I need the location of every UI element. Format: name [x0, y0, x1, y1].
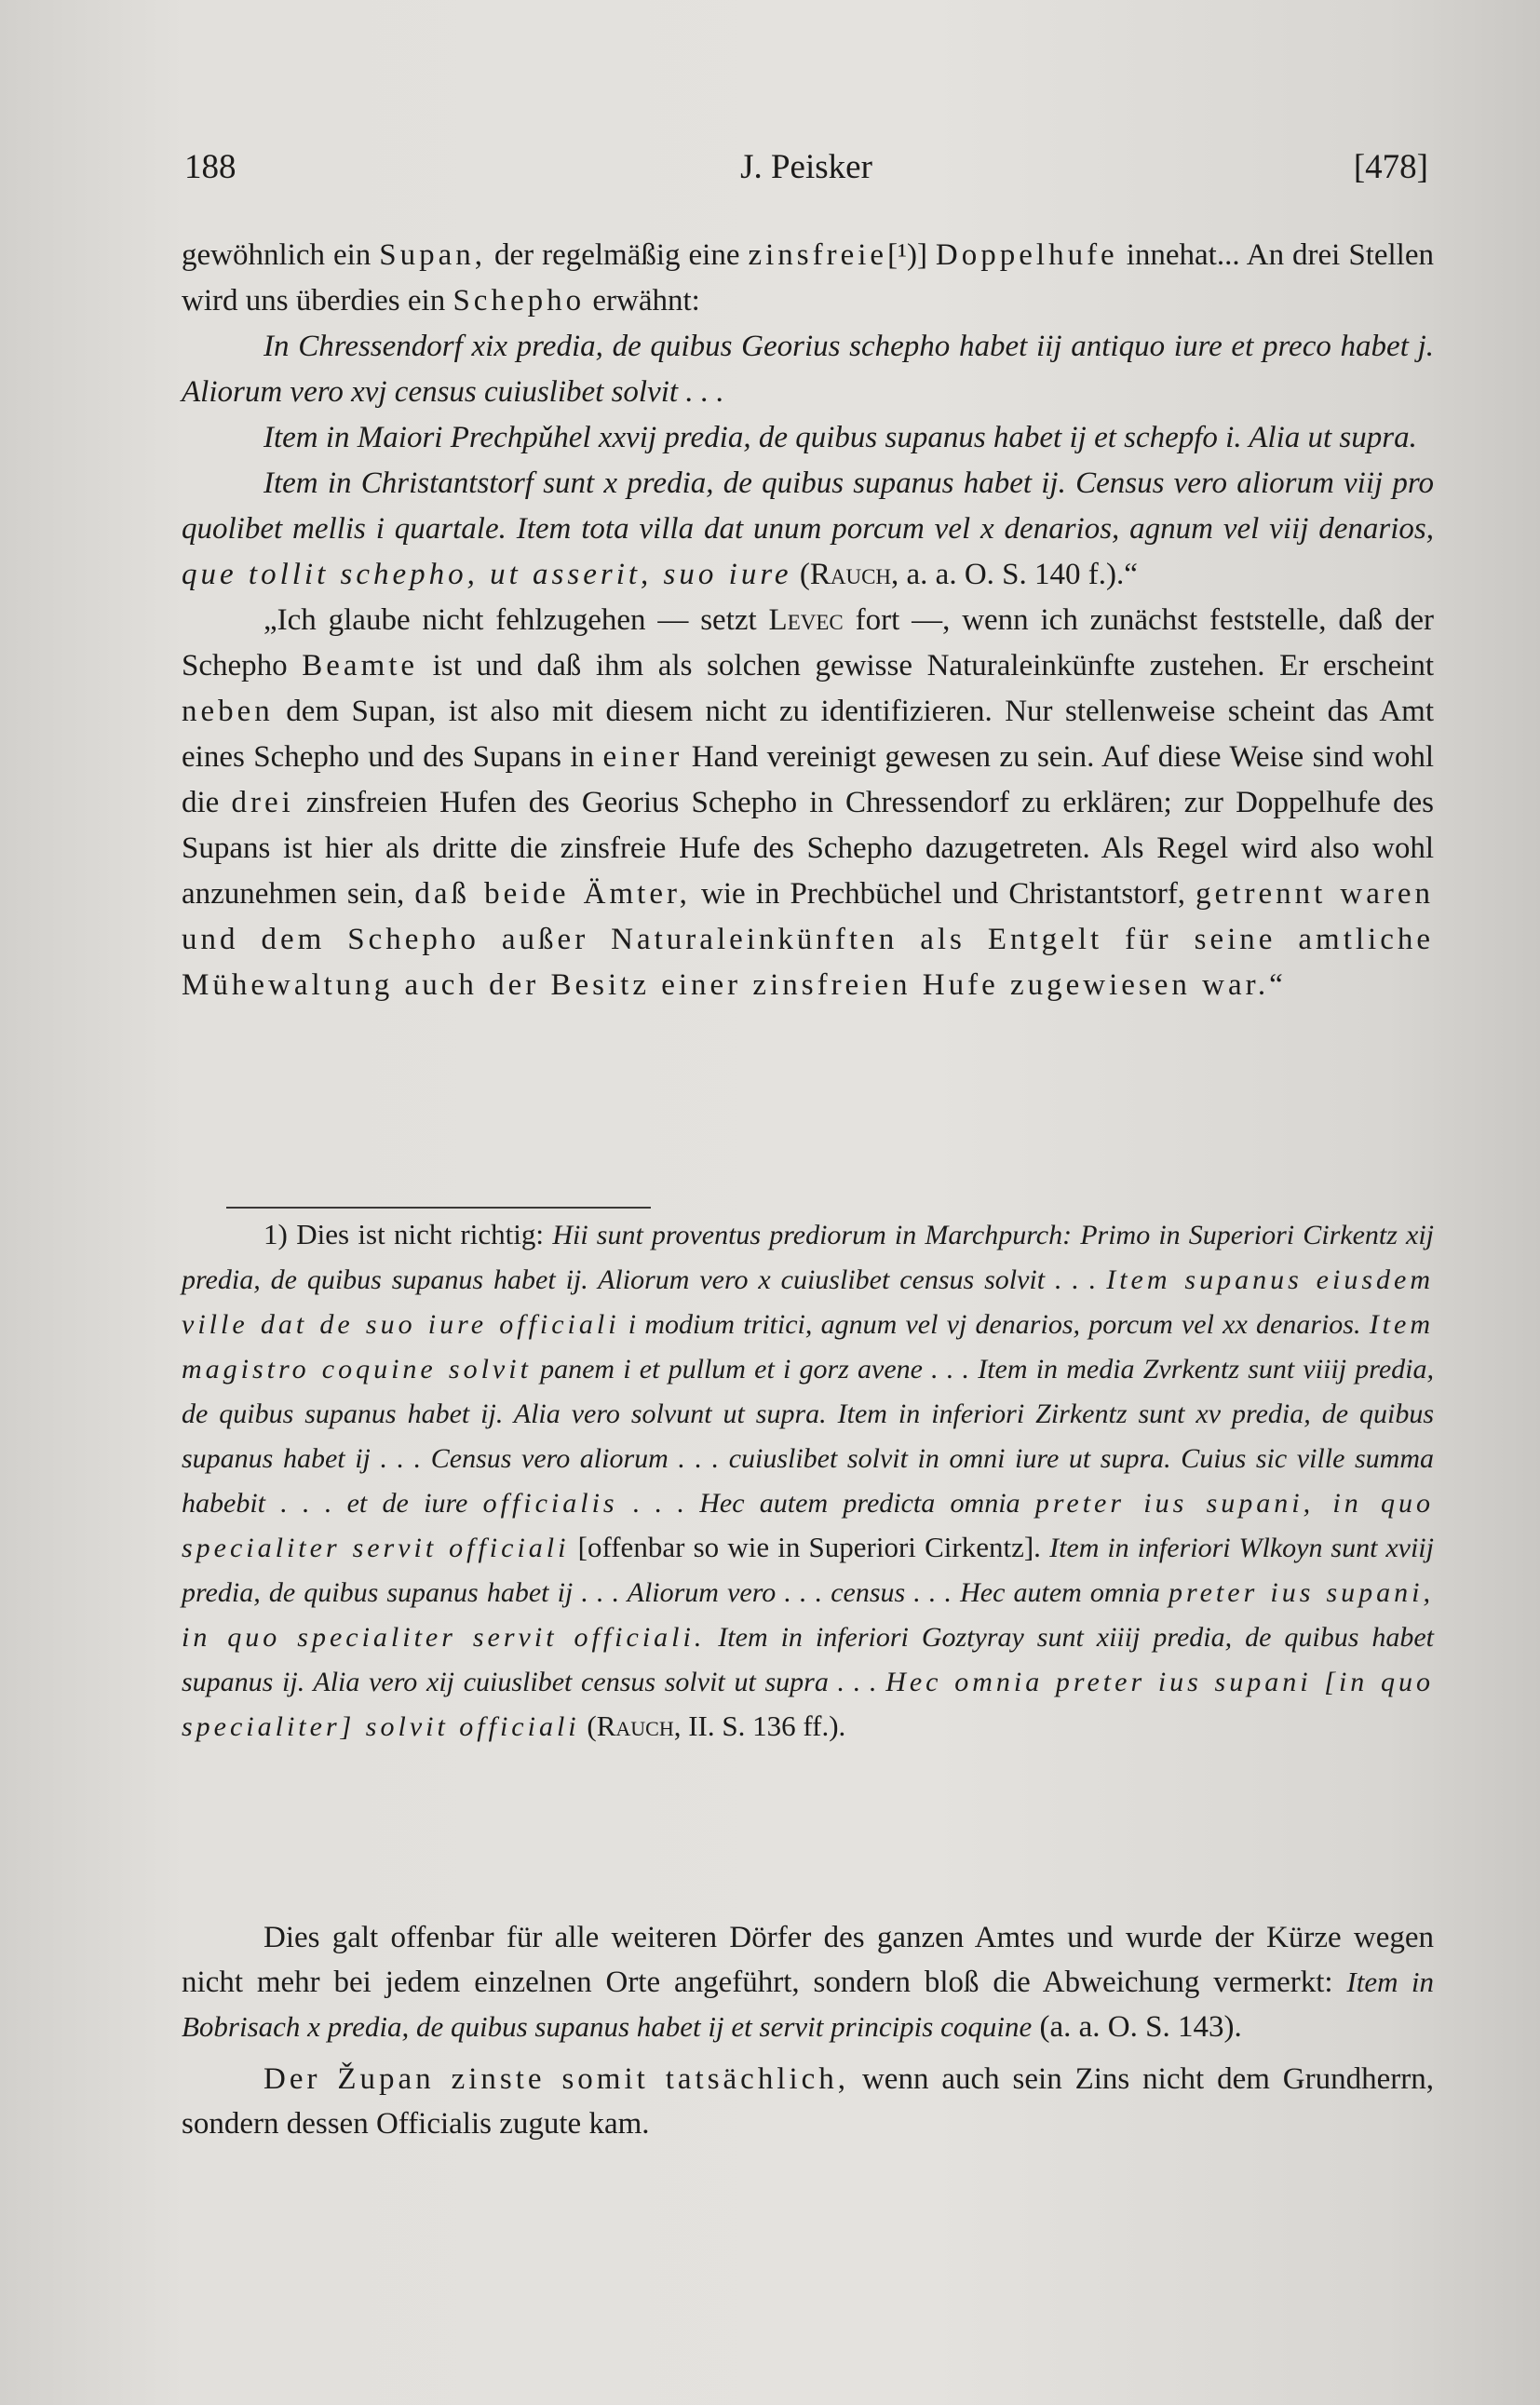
text-run: „Ich glaube nicht fehlzugehen — setzt [263, 603, 769, 637]
latin-text: i modium tritici, agnum vel vj denarios, porcum vel xx denarios. [619, 1309, 1370, 1340]
latin-text: Item in Bobrisach x predia, de quibus supanus habet ij et servit principis coquine [182, 1966, 1434, 2043]
spaced-term: neben [182, 695, 274, 728]
spaced-term: getrennt waren und dem Schepho außer Naturaleinkünften als Entgelt für seine amtliche Mühewaltung auch der Besitz einer zinsfreien Hufe zugewiesen war. [182, 877, 1435, 1002]
text-run: ist und daß ihm als solchen gewisse Naturaleinkünfte zustehen. Er erscheint [418, 649, 1434, 682]
latin-quote-christantstorf [182, 461, 1434, 598]
text-run: [offenbar so wie in Superiori Cirkentz]. [569, 1531, 1050, 1563]
main-text [182, 233, 1434, 1008]
spaced-term: zinsfreie [748, 238, 888, 272]
text-run: ( [579, 1709, 597, 1742]
spaced-term: Schepho [453, 284, 586, 318]
spaced-term: Beamte [302, 649, 419, 682]
spaced-latin: Item magistro coquine solvit [182, 1309, 1434, 1385]
spaced-latin: preter ius supani, in quo specialiter servit officiali [182, 1488, 1434, 1563]
text-run: der regelmäßig eine [486, 238, 749, 272]
citation-author: Rauch [596, 1709, 674, 1742]
latin-text: Hii sunt proventus prediorum in Marchpurch: Primo in Superiori Cirkentz xij predia, de quibus supanus habet ij. Aliorum vero x cuiuslibet census solvit . . . [182, 1220, 1434, 1295]
text-run: wenn auch sein Zins nicht dem Grundherrn, sondern dessen Officialis zugute kam. [182, 2062, 1434, 2141]
footnote-separator [226, 1207, 651, 1209]
citation-author: Levec [768, 603, 844, 637]
spaced-latin: Hec omnia preter ius supani [in quo specialiter] solvit officiali [182, 1667, 1434, 1742]
spaced-term: Der Župan zinste somit tatsächlich, [263, 2062, 850, 2096]
footnote-marker: [¹)] [887, 238, 936, 272]
footnote-paragraph-3 [182, 2057, 1434, 2146]
page-header [184, 147, 1428, 192]
citation-author: Rauch [809, 558, 892, 591]
text-run: erwähnt: [585, 284, 700, 318]
latin-quote-chressendorf: In Chressendorf xix predia, de quibus Georius schepho habet iij antiquo iure et preco habet j. Aliorum vero xvj census cuiuslibet solvit . . . [182, 330, 1434, 409]
paragraph-intro [182, 233, 1434, 324]
citation-ref: , II. S. 136 ff.). [673, 1709, 846, 1742]
latin-text: Item in inferiori Wlkoyn sunt xviij predia, de quibus supanus habet ij . . . Aliorum vero . . . census . . . Hec autem omnia [182, 1533, 1434, 1608]
spaced-term: Supan, [379, 238, 486, 272]
spaced-latin: preter ius supani, in quo specialiter servit officiali. [182, 1577, 1434, 1653]
text-run: gewöhnlich ein [182, 238, 380, 272]
text-run: innehat... An drei Stellen wird uns überdies ein [182, 238, 1434, 318]
latin-text: panem i et pullum et i gorz avene . . . Item in media Zvrkentz sunt viiij predia, de quibus supanus habet ij. Alia vero solvunt ut supra. Item in inferiori Zirkentz sunt xv predia, de quibus supanus habet ij . . . Census vero aliorum . . . cuiuslibet solvit in omni iure ut supra. Cuius sic ville summa habebit . . . et de iure [182, 1354, 1434, 1519]
spaced-term: que tollit schepho, ut asserit, suo iure [182, 558, 792, 591]
spaced-latin: officialis [482, 1488, 618, 1519]
text-run: zinsfreien Hufen des Georius Schepho in Chressendorf zu erklären; zur Doppelhufe des Supans ist hier als dritte die zinsfreie Hufe des Schepho dazugetreten. Als Regel wird also wohl anzunehmen sein, [182, 786, 1434, 911]
spaced-term: daß beide Ämter, [414, 877, 691, 911]
footnote [182, 1212, 1434, 1749]
text-run: fort —, wenn ich zunächst feststelle, daß der Schepho [182, 603, 1434, 682]
text-run: dem Supan, ist also mit diesem nicht zu identifizieren. Nur stellenweise scheint das Amt eines Schepho und des Supans in [182, 695, 1434, 774]
footnote-continuation [182, 1915, 1434, 2146]
original-page-reference: [478] [1353, 148, 1428, 186]
spaced-term: Doppelhufe [935, 238, 1118, 272]
text-run: “ [1269, 968, 1283, 1002]
text-run: wie in Prechbüchel und Christantstorf, [690, 877, 1196, 911]
spaced-latin: Item supanus eiusdem ville dat de suo iure officiali [182, 1264, 1434, 1340]
text-run: 1) Dies ist nicht richtig: [263, 1218, 553, 1250]
spaced-term: einer [602, 740, 683, 774]
page-number: 188 [184, 148, 236, 186]
text-run: Dies galt offenbar für alle weiteren Dörfer des ganzen Amtes und wurde der Kürze wegen nicht mehr bei jedem einzelnen Orte angeführt, sondern bloß die Abweichung vermerkt: [182, 1921, 1434, 1999]
latin-quote-prechpuhel: Item in Maiori Prechpǔhel xxvij predia, de quibus supanus habet ij et schepfo i. Alia ut supra. [263, 421, 1417, 454]
citation-ref: , a. a. O. S. 140 f.).“ [891, 558, 1138, 591]
text-run: Hand vereinigt gewesen zu sein. Auf diese Weise sind wohl die [182, 740, 1434, 819]
running-head-author: J. Peisker [740, 148, 872, 186]
citation-ref: (a. a. O. S. 143). [1032, 2010, 1242, 2044]
text-run: ( [791, 558, 810, 591]
footnote-1 [182, 1212, 1434, 1749]
latin-text: . . . Hec autem predicta omnia [617, 1488, 1035, 1519]
footnote-paragraph-2 [182, 1915, 1434, 2049]
latin-text: Item in inferiori Goztyray sunt xiiij predia, de quibus habet supanus ij. Alia vero xij cuiuslibet census solvit ut supra . . . [182, 1622, 1434, 1697]
text-run: Item in Christantstorf sunt x predia, de quibus supanus habet ij. Census vero aliorum viij pro quolibet mellis i quartale. Item tota villa dat unum porcum vel x denarios, agnum vel viij denarios, [182, 466, 1434, 546]
paragraph-levec [182, 598, 1434, 1008]
spaced-term: drei [231, 786, 294, 819]
